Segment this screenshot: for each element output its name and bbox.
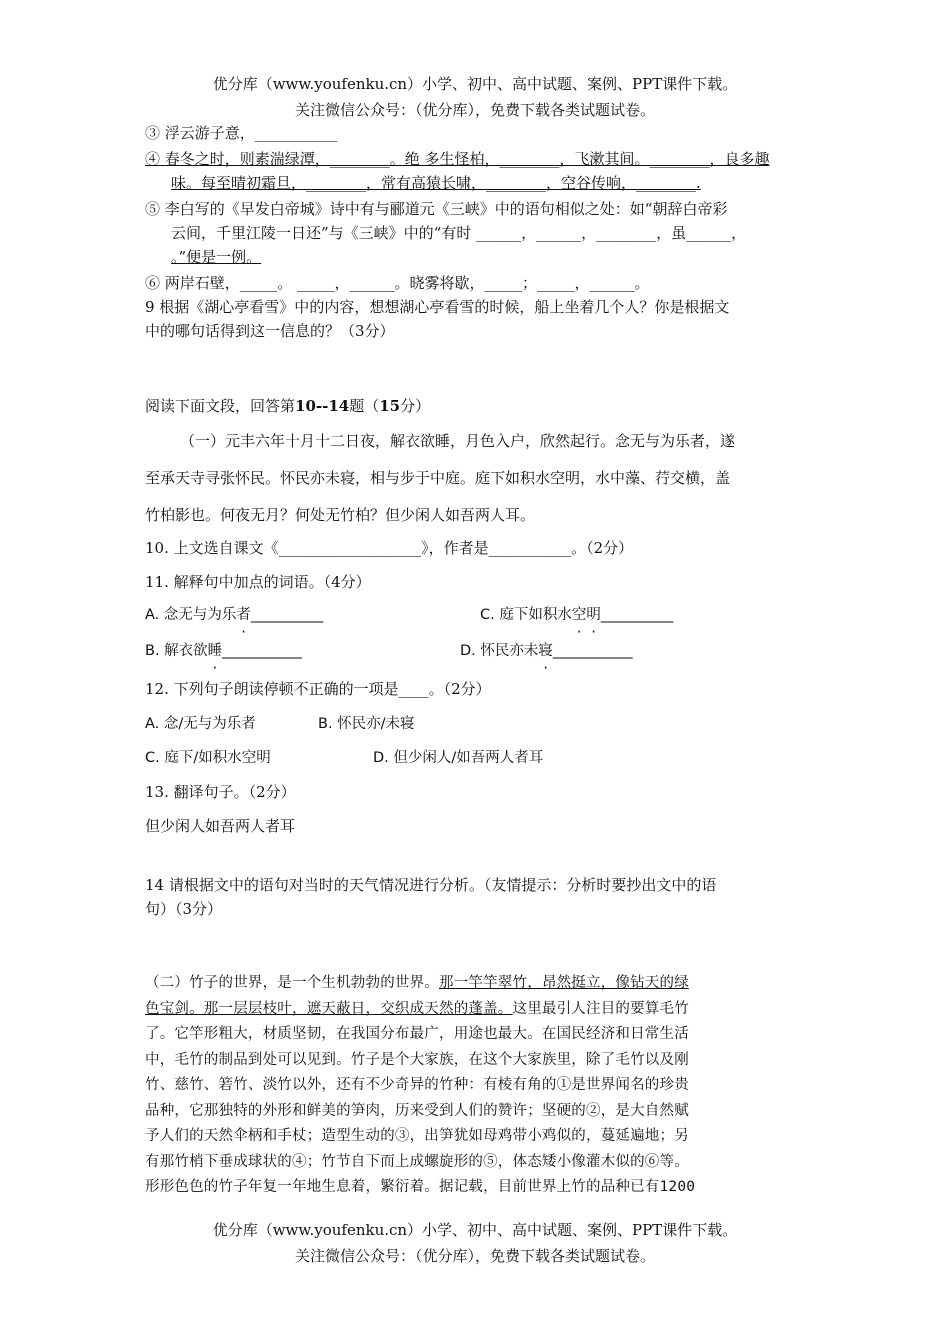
q12-title: 12. 下列句子朗读停顿不正确的一项是____。（2分） [145, 680, 491, 698]
q11-d-text: D. 怀民亦未 [460, 643, 539, 659]
passage1-line1: （一）元丰六年十月十二日夜，解衣欲睡，月色入户，欣然起行。念无与为乐者，遂 [180, 432, 736, 450]
fill-item-5-line3: 。”便是一例。 [171, 248, 262, 266]
q13-sentence: 但少闲人如吾两人者耳 [145, 817, 296, 835]
passage2 [145, 971, 807, 1201]
passage2-line1 [145, 971, 807, 997]
q11-option-b [145, 640, 465, 662]
q10-author-blank[interactable]: ___________ [488, 539, 572, 557]
q11-c-blank[interactable]: __________ [600, 607, 674, 623]
fill-item-5-line1: ⑤ 李白写的《早发白帝城》诗中有与郦道元《三峡》中的语句相似之处：如“朝辞白帝彩 [145, 200, 728, 218]
q11-d-blank[interactable]: ___________ [552, 643, 633, 659]
q11-a-text: A. 念无与为乐 [145, 607, 237, 623]
q11-option-d [460, 640, 800, 662]
q11-a-blank[interactable]: __________ [250, 607, 324, 623]
q11-c-text: C. 庭下如积水 [480, 607, 572, 623]
q11-title: 11. 解释句中加点的词语。（4分） [145, 573, 371, 591]
passage1-line3: 竹柏影也。何夜无月？何处无竹柏？但少闲人如吾两人耳。 [145, 506, 536, 524]
q11-option-c [480, 604, 800, 626]
section1-intro-mid: 题（ [349, 397, 380, 415]
q12-option-c[interactable]: C. 庭下/如积水空明 [145, 750, 271, 766]
passage2-line2 [145, 997, 807, 1023]
q12-option-b[interactable]: B. 怀民亦/未寝 [318, 716, 415, 732]
passage1-line2: 至承天寺寻张怀民。怀民亦未寝，相与步于中庭。庭下如积水空明，水中藻、荇交横，盖 [145, 469, 731, 487]
fill-item-4-line1: ④ 春冬之时，则素湍绿潭，________。绝 多生怪柏，________，飞漱其间。________，良多趣 [145, 150, 770, 168]
page-header-line2: 关注微信公众号：（优分库），免费下载各类试题试卷。 [294, 101, 655, 119]
q14-line1: 14 请根据文中的语句对当时的天气情况进行分析。（友情提示：分析时要抄出文中的语 [145, 876, 717, 894]
section1-intro-pre: 阅读下面文段，回答第 [145, 397, 296, 415]
q10-mid: 》，作者是 [421, 539, 489, 557]
passage2-line4: 中，毛竹的制品到处可以见到。竹子是个大家族，在这个大家族里，除了毛竹以及刚 [145, 1051, 689, 1068]
page-footer-line1: 优分库（www.youfenku.cn）小学、初中、高中试题、案例、PPT课件下载。 [212, 1221, 738, 1239]
fill-item-5-line2: 云间，千里江陵一日还”与《三峡》中的“有时 ______，______，________，虽______， [171, 224, 747, 242]
q11-option-a [145, 604, 465, 626]
passage2-line1-underlined: 那一竿竿翠竹，昂然挺立，像钻天的绿 [439, 975, 689, 991]
q13-title: 13. 翻译句子。（2分） [145, 783, 296, 801]
q10-title-blank[interactable]: ___________________ [278, 539, 422, 557]
passage2-line3: 了。它竿形粗大，材质坚韧，在我国分布最广，用途也最大。在国民经济和日常生活 [145, 1026, 689, 1042]
q11-c-dotted-word-1: 空 [571, 607, 587, 623]
passage2-line2-text: 这里最引人注目的要算毛竹 [512, 1000, 689, 1017]
q11-b-dotted-word: 睡 [207, 643, 223, 659]
q14-line2: 句）（3分） [145, 900, 223, 918]
q11-a-dotted-word: 者 [236, 607, 251, 623]
q11-c-dotted-word-2: 明 [586, 607, 601, 623]
passage2-line8: 有那竹梢下垂成球状的④；竹节自下而上成螺旋形的⑤，体态矮小像灌木似的⑥等。 [145, 1153, 689, 1170]
q9-line2: 中的哪句话得到这一信息的？（3分） [145, 322, 395, 340]
q10-post: 。（2分） [571, 539, 634, 557]
section1-intro-range: 10--14 [295, 397, 350, 415]
q10 [145, 537, 805, 559]
fill-item-4-line2: 味。每至晴初霜旦，________，常有高猿长啸，________，空谷传响，________. [171, 174, 701, 192]
q11-d-dotted-word: 寝 [538, 643, 553, 659]
q12-option-d[interactable]: D. 但少闲人/如吾两人者耳 [373, 750, 544, 766]
q12-option-a[interactable]: A. 念/无与为乐者 [145, 716, 256, 732]
section1-intro-score: 15 [379, 397, 401, 415]
section1-intro-post: 分） [400, 397, 431, 415]
page-footer-line2: 关注微信公众号：（优分库），免费下载各类试题试卷。 [294, 1247, 655, 1265]
q9-line1: 9 根据《湖心亭看雪》中的内容，想想湖心亭看雪的时候，船上坐着几个人？你是根据文 [145, 298, 730, 316]
q11-b-blank[interactable]: ___________ [222, 643, 302, 659]
q10-pre: 10. 上文选自课文《 [145, 539, 279, 557]
page-header-line1: 优分库（www.youfenku.cn）小学、初中、高中试题、案例、PPT课件下载。 [212, 75, 738, 93]
fill-item-3-blank[interactable]: ___________ [254, 124, 338, 142]
passage2-line1-text: （二）竹子的世界，是一个生机勃勃的世界。 [145, 975, 439, 991]
passage2-line2-underlined: 色宝剑。那一层层枝叶，遮天蔽日，交织成天然的蓬盖。 [145, 1000, 513, 1017]
passage2-line9: 形形色色的竹子年复一年地生息着，繁衍着。据记载，目前世界上竹的品种已有1200 [145, 1179, 696, 1195]
passage2-line5: 竹、慈竹、箬竹、淡竹以外，还有不少奇异的竹种：有棱有角的①是世界闻名的珍贵 [145, 1077, 689, 1093]
section1-intro [145, 395, 805, 417]
fill-item-3-text: ③ 浮云游子意， [145, 124, 255, 142]
passage2-line7: 予人们的天然伞柄和手杖；造型生动的③，出笋犹如母鸡带小鸡似的，蔓延遍地；另 [145, 1128, 689, 1144]
fill-item-3 [145, 122, 805, 144]
passage2-line6: 品种，它那独特的外形和鲜美的笋肉，历来受到人们的赞许；坚硬的②，是大自然赋 [145, 1102, 689, 1119]
q11-b-text: B. 解衣欲 [145, 643, 208, 659]
fill-item-6: ⑥ 两岸石壁，_____。 _____，______。晓雾将歇，_____；_____，______。 [145, 274, 650, 292]
